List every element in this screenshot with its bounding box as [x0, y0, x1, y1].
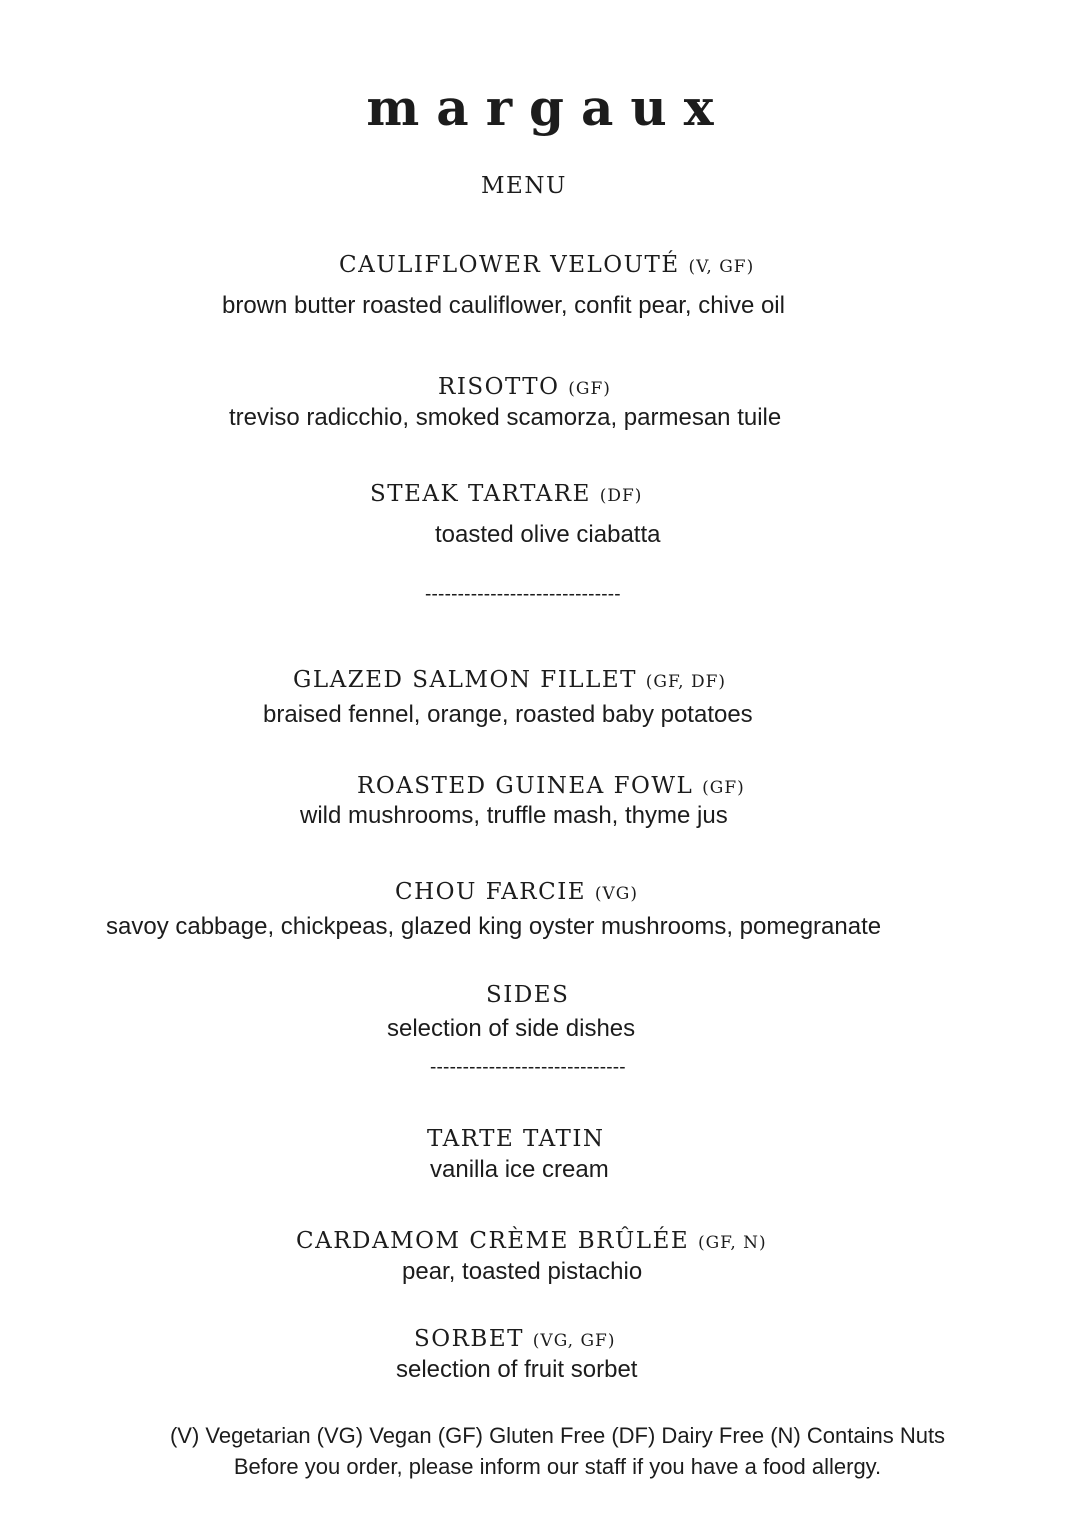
section-divider: ------------------------------ [430, 1057, 626, 1078]
menu-item-name [427, 1125, 605, 1153]
dietary-tag: (VG) [594, 884, 639, 904]
menu-item-title: SIDES [486, 982, 570, 1008]
dietary-tag: (DF) [599, 486, 643, 506]
menu-item-description: wild mushrooms, truffle mash, thyme jus [300, 802, 728, 829]
menu-item-description: treviso radicchio, smoked scamorza, parmesan tuile [229, 404, 782, 431]
menu-item-name [486, 981, 569, 1009]
menu-item-description: toasted olive ciabatta [435, 521, 661, 548]
menu-item-title: RISOTTO [438, 374, 560, 400]
menu-item-name [438, 373, 611, 403]
dietary-tag: (GF, N) [697, 1233, 767, 1253]
dietary-tag: (GF, DF) [645, 672, 727, 692]
menu-item-description: savoy cabbage, chickpeas, glazed king oyster mushrooms, pomegranate [106, 913, 882, 940]
menu-item-description: selection of fruit sorbet [396, 1356, 638, 1383]
menu-item-title: SORBET [414, 1326, 524, 1352]
menu-item-title: STEAK TARTARE [370, 481, 591, 507]
dietary-tag: (GF) [702, 778, 745, 798]
menu-item-name [339, 251, 754, 281]
menu-item-name [357, 772, 745, 802]
restaurant-name: margaux [366, 78, 731, 137]
dietary-tag: (GF) [568, 379, 611, 399]
menu-item-description: vanilla ice cream [430, 1156, 609, 1183]
menu-item-title: TARTE TATIN [427, 1126, 605, 1152]
menu-item-title: CAULIFLOWER VELOUTÉ [339, 252, 680, 278]
menu-item-title: GLAZED SALMON FILLET [293, 667, 637, 693]
menu-item-description: selection of side dishes [387, 1015, 636, 1042]
dietary-legend: (V) Vegetarian (VG) Vegan (GF) Gluten Free (DF) Dairy Free (N) Contains Nuts [169, 1423, 946, 1448]
menu-title: MENU [481, 173, 567, 199]
menu-item-title: CHOU FARCIE [395, 879, 587, 905]
menu-item-description: braised fennel, orange, roasted baby potatoes [263, 701, 753, 728]
menu-item-title: CARDAMOM CRÈME BRÛLÉE [296, 1228, 690, 1254]
menu-item-name [296, 1227, 767, 1257]
allergy-note: Before you order, please inform our staff if you have a food allergy. [233, 1454, 882, 1479]
menu-item-name [414, 1325, 615, 1355]
menu-item-name [293, 666, 726, 696]
menu-item-title: ROASTED GUINEA FOWL [357, 773, 694, 799]
dietary-tag: (VG, GF) [532, 1331, 616, 1351]
section-divider: ------------------------------ [425, 584, 621, 605]
menu-item-description: brown butter roasted cauliflower, confit pear, chive oil [222, 292, 785, 319]
menu-item-description: pear, toasted pistachio [402, 1258, 643, 1285]
dietary-tag: (V, GF) [688, 257, 755, 277]
menu-item-name [370, 480, 642, 510]
menu-item-name [395, 878, 638, 908]
